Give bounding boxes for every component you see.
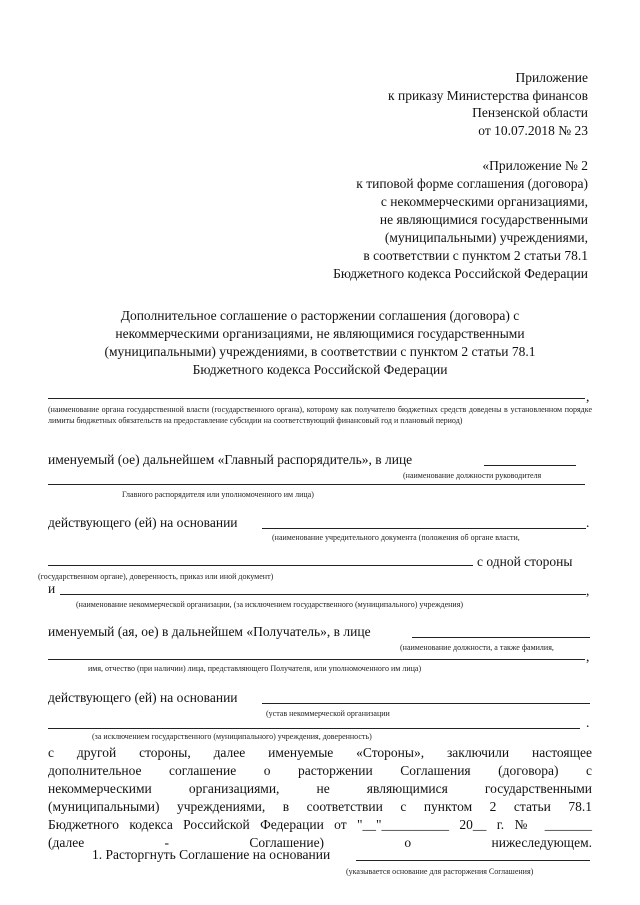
acting-basis-label-1: действующего (ей) на основании (48, 515, 238, 530)
nko-hint: (наименование некоммерческой организации, (за исключением государственного (муниципального) учреждения) (76, 600, 464, 609)
constituent-hint: (наименование учредительного документа (положения об органе власти, (272, 533, 520, 542)
gov-body-hint: (государственном органе), доверенность, приказ или иной документ) (38, 572, 274, 581)
recipient-position-field[interactable] (412, 637, 590, 638)
charter-hint: (устав некоммерческой организации (266, 709, 390, 718)
body-line-2: дополнительное соглашение о расторжении Соглашения (договора) с (48, 763, 592, 778)
title-line-3: (муниципальными) учреждениями, в соответствии с пунктом 2 статьи 78.1 (104, 344, 536, 359)
main-manager-hint: Главного распорядителя или уполномоченного им лица) (122, 490, 314, 499)
body-line-5: Бюджетного кодекса Российской Федерации от "__"__________ 20__ г. № _______ (48, 817, 592, 832)
recipient-person-field[interactable] (48, 659, 585, 660)
appendix-line-7: Бюджетного кодекса Российской Федерации (333, 266, 588, 281)
authority-hint: (наименование органа государственной власти (государственного органа), которому как получателю бюджетных средств доведены в установленном порядке лимиты бюджетных обязательств на предоставление субсидии на соответствующий финансовый год и плановый период) (48, 405, 592, 425)
comma: , (586, 389, 590, 404)
except-hint: (за исключением государственного (муниципального) учреждения, доверенность) (92, 732, 372, 741)
basis-document-field-1b[interactable] (48, 565, 473, 566)
title-line-4: Бюджетного кодекса Российской Федерации (192, 362, 448, 377)
person-name-hint: имя, отчество (при наличии) лица, представляющего Получателя, или уполномоченного им лица) (88, 664, 422, 673)
header-line-4: от 10.07.2018 № 23 (478, 122, 588, 138)
basis-document-field-1[interactable] (262, 528, 586, 529)
appendix-line-2: к типовой форме соглашения (договора) (356, 176, 588, 191)
title-line-2: некоммерческими организациями, не являющимися государственными (115, 326, 525, 341)
main-manager-name-field[interactable] (48, 484, 585, 485)
body-line-4: (муниципальными) учреждениями, в соответствии с пунктом 2 статьи 78.1 (48, 799, 592, 814)
appendix-line-4: не являющимися государственными (379, 212, 588, 227)
header-line-3: Пензенской области (472, 105, 588, 120)
basis-document-field-2[interactable] (262, 703, 590, 704)
nko-name-field[interactable] (60, 594, 586, 595)
appendix-line-5: (муниципальными) учреждениями, (384, 230, 588, 245)
point-1-label: 1. Расторгнуть Соглашение на основании (92, 847, 331, 862)
title-line-1: Дополнительное соглашение о расторжении соглашения (договора) с (120, 308, 520, 323)
body-line-6: (далее - Соглашение) о нижеследующем. (48, 835, 592, 850)
period: . (586, 515, 590, 530)
comma: , (586, 583, 590, 598)
main-manager-label: именуемый (ое) дальнейшем «Главный распорядитель», в лице (48, 452, 413, 467)
body-line-3: некоммерческими организациями, не являющимися государственными (48, 781, 592, 796)
header-line-2: к приказу Министерства финансов (388, 87, 588, 103)
period: . (586, 715, 590, 730)
acting-basis-label-2: действующего (ей) на основании (48, 690, 238, 705)
document-title (50, 307, 590, 379)
head-position-field[interactable] (484, 465, 576, 466)
and-label: и (48, 581, 56, 596)
comma: , (586, 649, 590, 664)
appendix-line-1: «Приложение № 2 (482, 158, 588, 173)
termination-basis-hint: (указывается основание для расторжения Соглашения) (346, 867, 534, 876)
appendix-line-6: в соответствии с пунктом 2 статьи 78.1 (363, 248, 588, 263)
authority-name-field[interactable] (48, 398, 585, 399)
basis-document-field-2b[interactable] (48, 728, 580, 729)
appendix-line-3: с некоммерческими организациями, (380, 194, 588, 209)
appendix-reference (333, 157, 588, 283)
recipient-label: именуемый (ая, ое) в дальнейшем «Получатель», в лице (48, 624, 371, 639)
body-line-1: с другой стороны, далее именуемые «Стороны», заключили настоящее (48, 745, 592, 760)
position-head-hint: (наименование должности руководителя (403, 471, 542, 480)
header-line-1: Приложение (515, 70, 588, 85)
one-side-label: с одной стороны (477, 554, 573, 569)
position-full-hint: (наименование должности, а также фамилия, (400, 643, 554, 652)
agreement-body-paragraph (48, 744, 592, 852)
order-appendix-header (388, 69, 588, 139)
termination-basis-field[interactable] (356, 860, 590, 861)
